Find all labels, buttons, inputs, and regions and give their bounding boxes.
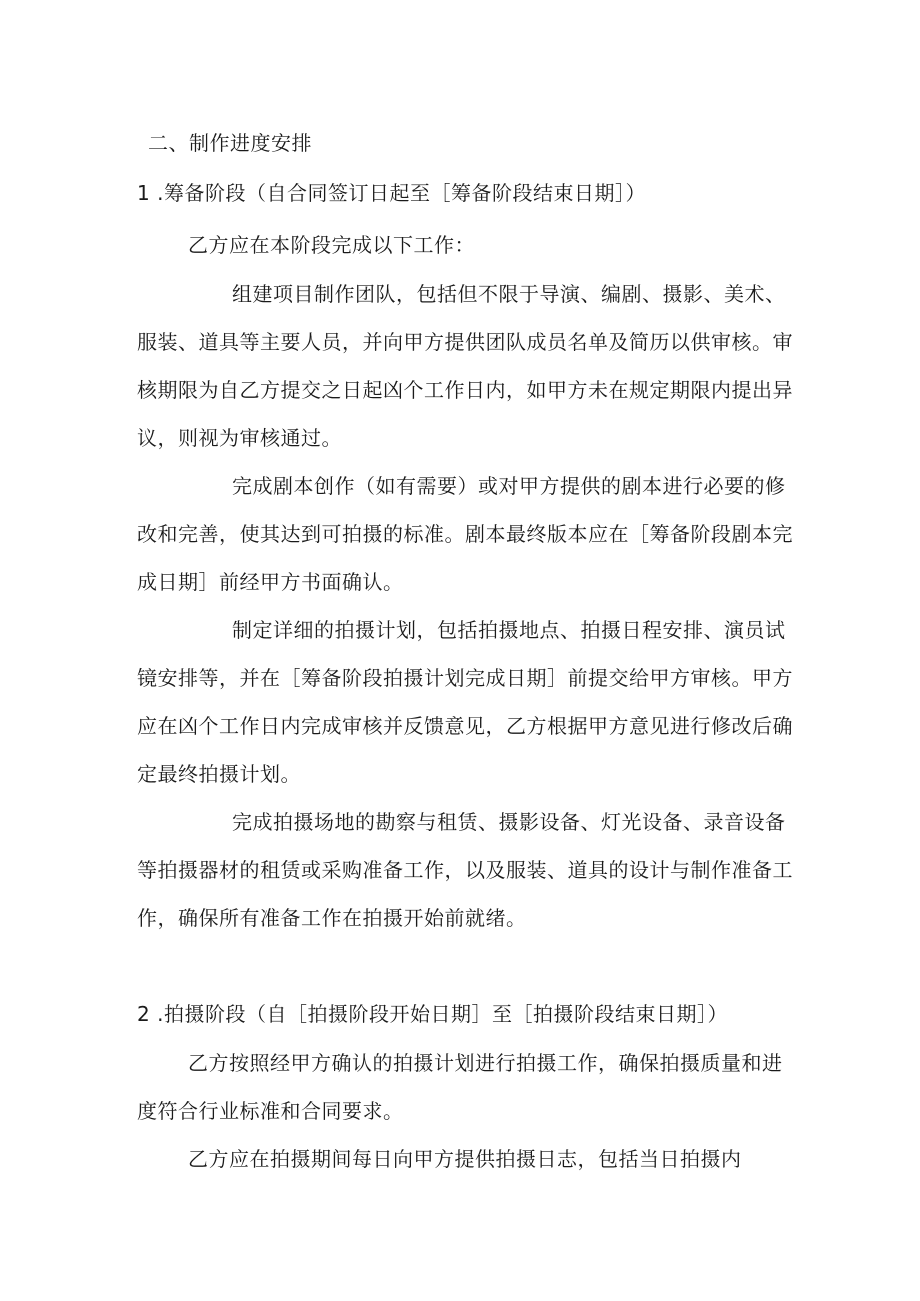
stage1-para3-line3: 应在凶个工作日内完成审核并反馈意见，乙方根据甲方意见进行修改后确 <box>137 714 793 738</box>
section-heading: 二、制作进度安排 <box>148 131 312 155</box>
stage2-para1-line1: 乙方按照经甲方确认的拍摄计划进行拍摄工作，确保拍摄质量和进 <box>188 1051 783 1075</box>
stage2-para2-line1: 乙方应在拍摄期间每日向甲方提供拍摄日志，包括当日拍摄内 <box>188 1147 742 1171</box>
stage1-para2-line2: 改和完善，使其达到可拍摄的标准。剧本最终版本应在［筹备阶段剧本完 <box>137 522 793 546</box>
stage1-intro: 乙方应在本阶段完成以下工作： <box>188 233 475 257</box>
stage1-para3-line1: 制定详细的拍摄计划，包括拍摄地点、拍摄日程安排、演员试 <box>232 618 786 642</box>
stage1-para3-line4: 定最终拍摄计划。 <box>137 762 301 786</box>
stage2-para1-line2: 度符合行业标准和合同要求。 <box>137 1099 404 1123</box>
stage1-para4-line1: 完成拍摄场地的勘察与租赁、摄影设备、灯光设备、录音设备 <box>232 810 786 834</box>
stage1-para1-line3: 核期限为自乙方提交之日起凶个工作日内，如甲方未在规定期限内提出异 <box>137 378 793 402</box>
stage1-para1-line2: 服装、道具等主要人员，并向甲方提供团队成员名单及简历以供审核。审 <box>137 330 793 354</box>
stage1-para2-line1: 完成剧本创作（如有需要）或对甲方提供的剧本进行必要的修 <box>232 474 786 498</box>
stage1-heading: 1 .筹备阶段（自合同签订日起至［筹备阶段结束日期］） <box>137 181 646 205</box>
stage1-para4-line2: 等拍摄器材的租赁或采购准备工作，以及服装、道具的设计与制作准备工 <box>137 858 793 882</box>
stage1-para1-line4: 议，则视为审核通过。 <box>137 426 342 450</box>
stage1-para2-line3: 成日期］前经甲方书面确认。 <box>137 570 404 594</box>
stage1-para4-line3: 作，确保所有准备工作在拍摄开始前就绪。 <box>137 906 527 930</box>
stage1-para1-line1: 组建项目制作团队，包括但不限于导演、编剧、摄影、美术、 <box>232 282 786 306</box>
stage1-para3-line2: 镜安排等，并在［筹备阶段拍摄计划完成日期］前提交给甲方审核。甲方 <box>137 666 793 690</box>
stage2-heading: 2 .拍摄阶段（自［拍摄阶段开始日期］至［拍摄阶段结束日期］） <box>137 1002 728 1026</box>
